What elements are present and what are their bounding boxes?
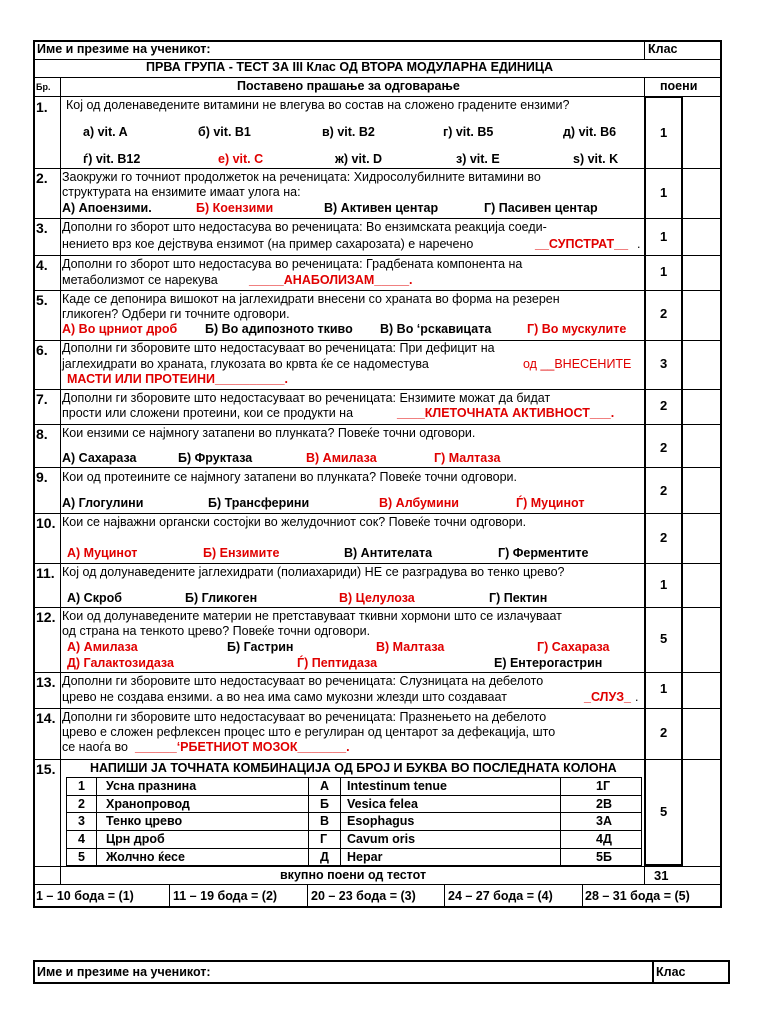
option: Б) Во адипозното ткиво — [205, 322, 353, 336]
match-latin: Esophagus — [347, 814, 415, 828]
grade-range: 20 – 23 бода = (3) — [311, 889, 416, 903]
option: А) Скроб — [67, 591, 122, 605]
option-correct: Б) Коензими — [196, 201, 274, 215]
question-points: 2 — [660, 483, 668, 498]
option: В) Антителата — [344, 546, 433, 560]
question-points: 3 — [660, 356, 668, 371]
answer: _____АНАБОЛИЗАМ_____. — [249, 273, 413, 287]
question-text: Кои ензими се најмногу затапени во плунката? Повеќе точни одговори. — [62, 426, 476, 440]
option: Б) Гликоген — [185, 591, 258, 605]
option: В) Во ‘рскавицата — [380, 322, 492, 336]
question-points: 1 — [660, 264, 668, 279]
question-text: Дополни ги зборовите што недостасуваат во реченицата: Слузницата на дебелото — [62, 674, 544, 688]
question-text: Дополни го зборот што недостасува во реченицата: Во ензимската реакција соеди- — [62, 220, 547, 234]
match-organ: Усна празнина — [106, 779, 197, 793]
footer-class-label: Клас — [656, 965, 686, 979]
option: ж) vit. D — [335, 152, 383, 166]
grade-range: 24 – 27 бода = (4) — [448, 889, 553, 903]
match-latin: Cavum oris — [347, 832, 416, 846]
answer: __СУПСТРАТ__ — [535, 237, 629, 251]
question-number: 14. — [36, 710, 56, 726]
match-organ: Тенко црево — [106, 814, 183, 828]
question-points: 1 — [660, 125, 668, 140]
question-text: Кои од протеините се најмногу затапени во плунката? Повеќе точни одговори. — [62, 470, 518, 484]
question-points: 2 — [660, 440, 668, 455]
option: Б) Трансферини — [208, 496, 310, 510]
question-points: 5 — [660, 631, 668, 646]
col-question-header: Поставено прашање за одговарање — [237, 79, 460, 93]
match-number: 5 — [78, 850, 85, 864]
option-correct: Б) Ензимите — [203, 546, 280, 560]
match-letter: А — [320, 779, 330, 793]
option-correct: Г) Сахараза — [537, 640, 610, 654]
question-text: црево не создава ензими. а во неа има само мукозни жлезди што создаваат — [62, 690, 507, 704]
option: Г) Ферментите — [498, 546, 589, 560]
question-text: гликоген? Одбери ги точните одговори. — [62, 307, 290, 321]
match-letter: В — [320, 814, 330, 828]
option-correct: Г) Во мускулите — [527, 322, 627, 336]
option-correct: Д) Галактозидаза — [67, 656, 174, 670]
match-organ: Жолчно ќесе — [106, 850, 185, 864]
question-text: јаглехидрати во храната, глукозата во крвта ќе се надоместува — [62, 357, 429, 371]
match-latin: Hepar — [347, 850, 383, 864]
question-number: 6. — [36, 342, 48, 358]
option: г) vit. B5 — [443, 125, 494, 139]
option-correct: В) Целулоза — [339, 591, 415, 605]
question-number: 7. — [36, 391, 48, 407]
question-text: Кои од долунаведените материи не претставуваат ткивни хормони што се излачуваат — [62, 609, 562, 623]
answer: ____КЛЕТОЧНАТА АКТИВНОСТ___. — [397, 406, 615, 420]
option: Е) Ентерогастрин — [494, 656, 603, 670]
option: Б) Фруктаза — [178, 451, 253, 465]
match-number: 2 — [78, 797, 85, 811]
question-points: 1 — [660, 229, 668, 244]
option: Г) Пектин — [489, 591, 548, 605]
class-label: Клас — [648, 42, 678, 56]
question-points: 1 — [660, 185, 668, 200]
answer: _СЛУЗ_ — [584, 690, 631, 704]
question-points: 2 — [660, 530, 668, 545]
question-text: Дополни ги зборовите што недостасуваат во реченицата: Ензимите можат да бидат — [62, 391, 551, 405]
option-correct: А) Амилаза — [67, 640, 138, 654]
question-number: 10. — [36, 515, 56, 531]
match-answer: 4Д — [596, 832, 612, 846]
question-points: 2 — [660, 725, 668, 740]
question-text: Заокружи го точниот продолжеток на реченицата: Хидросолубилните витамини во — [62, 170, 541, 184]
question-points: 1 — [660, 577, 668, 592]
col-points-header: поени — [660, 79, 698, 93]
test-title: ПРВА ГРУПА - ТЕСТ ЗА III Клас ОД ВТОРА МОДУЛАРНА ЕДИНИЦА — [146, 60, 554, 74]
match-number: 1 — [78, 779, 85, 793]
option: д) vit. B6 — [563, 125, 617, 139]
question-points: 5 — [660, 804, 668, 819]
question-text: нението врз кое дејствува ензимот (на пример сахарозата) е наречено — [62, 237, 474, 251]
question-text: Дополни го зборот што недостасува во реченицата: Градбената компонента на — [62, 257, 523, 271]
answer-tail: . — [635, 690, 639, 704]
option: Г) Пасивен центар — [484, 201, 598, 215]
option-correct: В) Малтаза — [376, 640, 445, 654]
answer: МАСТИ ИЛИ ПРОТЕИНИ__________. — [67, 372, 288, 386]
question-text: Кои се најважни органски состојки во желудочниот сок? Повеќе точни одговори. — [62, 515, 527, 529]
option: з) vit. E — [456, 152, 500, 166]
student-name-label: Име и презиме на ученикот: — [37, 42, 211, 56]
question-text: Кој од доленаведените витамини не влегува во состав на сложено градените ензими? — [66, 98, 570, 112]
option: В) Активен центар — [324, 201, 439, 215]
question-number: 9. — [36, 469, 48, 485]
match-answer: 2В — [596, 797, 612, 811]
question-number: 1. — [36, 99, 48, 115]
question-text: метаболизмот се нарекува — [62, 273, 218, 287]
option: б) vit. B1 — [198, 125, 251, 139]
question-number: 13. — [36, 674, 56, 690]
match-letter: Б — [320, 797, 329, 811]
grade-range: 1 – 10 бода = (1) — [36, 889, 134, 903]
question-text: црево е сложен рефлексен процес што е регулиран од центарот за дефекација, што — [62, 725, 556, 739]
match-latin: Intestinum tenue — [347, 779, 448, 793]
question-number: 8. — [36, 426, 48, 442]
match-number: 3 — [78, 814, 85, 828]
option-correct: А) Муцинот — [67, 546, 138, 560]
option-correct: Ѓ) Муцинот — [516, 496, 585, 510]
match-organ: Хранопровод — [106, 797, 190, 811]
answer-tail: . — [637, 237, 641, 251]
question-text: Дополни ги зборовите што недостасуваат во реченицата: При дефицит на — [62, 341, 495, 355]
option-correct: е) vit. C — [218, 152, 264, 166]
question-text: од страна на тенкото црево? Повеќе точни одговори. — [62, 624, 371, 638]
option: А) Сахараза — [62, 451, 137, 465]
question-number: 2. — [36, 170, 48, 186]
grade-range: 11 – 19 бода = (2) — [173, 889, 278, 903]
match-letter: Г — [320, 832, 328, 846]
option-correct: Г) Малтаза — [434, 451, 501, 465]
answer: ______‘РБЕТНИОТ МОЗОК_______. — [135, 740, 350, 754]
option: ѕ) vit. K — [573, 152, 619, 166]
question-number: 5. — [36, 292, 48, 308]
question-text: прости или сложени протеини, кои се продукти на — [62, 406, 354, 420]
question-number: 12. — [36, 609, 56, 625]
match-letter: Д — [320, 850, 329, 864]
question-number: 3. — [36, 220, 48, 236]
question-text: структурата на ензимите имаат улога на: — [62, 185, 301, 199]
question-text: Дополни ги зборовите што недостасуваат во реченицата: Празнењето на дебелото — [62, 710, 547, 724]
match-answer: 5Б — [596, 850, 612, 864]
option: в) vit. B2 — [322, 125, 375, 139]
matching-title: НАПИШИ ЈА ТОЧНАТА КОМБИНАЦИЈА ОД БРОЈ И БУКВА ВО ПОСЛЕДНАТА КОЛОНА — [90, 761, 617, 775]
grade-range: 28 – 31 бода = (5) — [585, 889, 690, 903]
question-text: Каде се депонира вишокот на јаглехидрати внесени со храната во форма на резерен — [62, 292, 560, 306]
question-points: 2 — [660, 398, 668, 413]
question-number: 11. — [36, 565, 55, 581]
option-correct: Ѓ) Пептидаза — [297, 656, 378, 670]
question-number: 15. — [36, 761, 56, 777]
match-answer: 3А — [596, 814, 612, 828]
question-text: се наоѓа во — [62, 740, 128, 754]
answer: од __ВНЕСЕНИТЕ — [523, 357, 632, 371]
match-number: 4 — [78, 832, 85, 846]
question-text: Кој од долунаведените јаглехидрати (полиахариди) НЕ се разградува во тенко црево? — [62, 565, 565, 579]
col-no-header: Бр. — [36, 82, 51, 92]
total-label: вкупно поени од тестот — [280, 868, 427, 882]
option-correct: А) Во црниот дроб — [62, 322, 178, 336]
total-value: 31 — [654, 868, 669, 883]
option: а) vit. A — [83, 125, 128, 139]
question-points: 2 — [660, 306, 668, 321]
match-latin: Vesica felea — [347, 797, 418, 811]
option: Б) Гастрин — [227, 640, 294, 654]
points-col-box — [644, 96, 683, 866]
option-correct: В) Амилаза — [306, 451, 377, 465]
match-organ: Црн дроб — [106, 832, 165, 846]
question-points: 1 — [660, 681, 668, 696]
option-correct: В) Албумини — [379, 496, 459, 510]
option: А) Глогулини — [62, 496, 144, 510]
question-number: 4. — [36, 257, 48, 273]
footer-name-label: Име и презиме на ученикот: — [37, 965, 211, 979]
option: ѓ) vit. B12 — [83, 152, 141, 166]
option: А) Апоензими. — [62, 201, 152, 215]
match-answer: 1Г — [596, 779, 611, 793]
